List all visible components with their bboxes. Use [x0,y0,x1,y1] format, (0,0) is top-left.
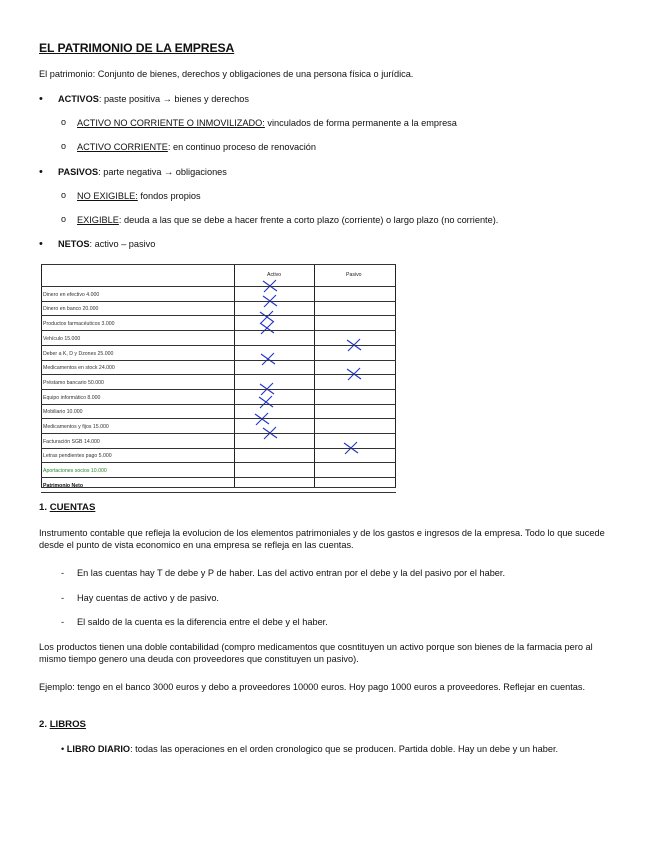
pasivos-label: PASIVOS [58,167,99,177]
page-title: EL PATRIMONIO DE LA EMPRESA [39,41,235,55]
no-exigible-label: NO EXIGIBLE: [77,191,138,201]
table-row: Medicamentos y fijos 15.000 [43,424,109,430]
table-row-divider [41,404,396,405]
pasivos-item [58,166,227,178]
circle-bullet-icon: o [61,141,67,151]
section-1-title: CUENTAS [49,502,96,513]
table-row: Dinero en banco 20.000 [43,306,99,313]
x-mark-icon [259,396,273,408]
activo-corriente-label: ACTIVO CORRIENTE [77,142,168,152]
table-row-divider [41,315,396,316]
table-row: Aportaciones socios 10.000 [43,468,107,475]
table-row: Letras pendientes pago 5.000 [43,453,112,460]
dash-item-1: - En las cuentas hay T de debe y P de haber. Las del activo entran por el debe y la del pasivo por el haber. [61,568,506,578]
table-row-divider [41,374,396,375]
no-exigible-item [61,190,201,202]
exigible-item [61,214,499,226]
netos-label: NETOS [58,239,90,249]
table-row-divider [41,418,396,419]
dash-text-3: El saldo de la cuenta es la diferencia entre el debe y el haber. [77,617,328,627]
table-row: Vehículo 15.000 [43,335,81,342]
table-header-divider [41,286,396,287]
table-row-divider [41,462,396,463]
dash-item-2: - Hay cuentas de activo y de pasivo. [61,593,219,603]
section-1-number: 1. [39,502,48,513]
exigible-text: : deuda a las que se debe a hacer frente a corto plazo (corriente) o largo plazo (no corriente). [118,215,499,225]
table-row-divider [41,360,396,361]
table-row: Patrimonio Neto [43,482,84,489]
table-row: Facturación SGB 14.000 [43,438,100,445]
netos-item [58,238,155,250]
x-mark-icon [260,322,274,334]
netos-text: : activo – pasivo [89,239,156,249]
circle-bullet-icon: o [61,117,67,127]
exigible-label: EXIGIBLE [77,215,119,225]
table-row: Productos farmacéuticos 3.000 [43,321,115,328]
table-row: Medicamentos en stock 24.000 [43,365,115,372]
table-row-divider [41,433,396,434]
dash-text-1: En las cuentas hay T de debe y P de haber. Las del activo entran por el debe y la del pasivo por el haber. [77,568,506,578]
table-row-divider [41,345,396,346]
table-row: Mobiliario 10.000 [43,409,83,416]
table-row-divider [41,448,396,449]
section-1-paragraph-2: Los productos tienen una doble contabilidad (compro medicamentos que cosntituyen un activo porque son bienes de la farmacia pero al mismo tiempo genero una deuda con proveedores que constituyen un pasivo). [39,642,593,665]
col-header-pasivo: Pasivo [346,272,362,278]
activos-label: ACTIVOS [58,94,99,104]
activos-item [58,93,249,105]
table-row: Préstamo bancario 50.000 [43,379,104,386]
intro-text: El patrimonio: Conjunto de bienes, derechos y obligaciones de una persona física o jurídica. [39,69,414,79]
libro-diario-item [61,743,621,755]
activos-text: : paste positiva → bienes y derechos [98,94,249,104]
section-1-paragraph-3: Ejemplo: tengo en el banco 3000 euros y debo a proveedores 10000 euros. Hoy pago 1000 euros a proveedores. Reflejar en cuentas. [39,682,586,692]
activo-corriente-item [61,141,316,153]
patrimonio-table [41,264,396,488]
table-row-divider [41,477,396,478]
dash-item-3: - El saldo de la cuenta es la diferencia entre el debe y el haber. [61,617,328,627]
section-1-heading [39,502,95,515]
pasivos-text: : parte negativa → obligaciones [98,167,227,177]
section-2-heading [39,719,86,732]
circle-bullet-icon: o [61,190,67,200]
table-row: Dinero en efectivo 4.000 [43,291,100,298]
bullet-icon: • [61,744,67,754]
table-row: Equipo informático 8.000 [43,394,101,401]
libro-diario-text: : todas las operaciones en el orden cronologico que se producen. Partida doble. Hay un debe y un haber. [130,744,559,754]
libro-diario-label: LIBRO DIARIO [66,744,131,754]
table-row-divider [41,330,396,331]
table-row-divider [41,301,396,302]
activo-no-corriente-item [61,117,457,129]
table-row-divider [41,389,396,390]
dash-text-2: Hay cuentas de activo y de pasivo. [77,593,219,603]
activo-no-corriente-label: ACTIVO NO CORRIENTE O INMOVILIZADO: [77,118,265,128]
section-2-number: 2. [39,719,48,730]
no-exigible-text: fondos propios [137,191,201,201]
section-1-paragraph-1: Instrumento contable que refleja la evolucion de los elementos patrimoniales y de los gastos e ingresos de la empresa. Todo lo que sucede desde el punto de vista economico en una empresa se refleja en las cuentas. [39,528,605,551]
col-header-activo: Activo [267,272,282,278]
activo-corriente-text: : en continuo proceso de renovación [167,142,316,152]
table-row: Deber a K, D y Dzones 25.000 [43,350,114,357]
activo-no-corriente-text: vinculados de forma permanente a la empresa [264,118,457,128]
circle-bullet-icon: o [61,214,67,224]
section-2-title: LIBROS [49,719,86,730]
x-mark-icon [260,311,274,323]
table-row-divider [41,492,396,493]
